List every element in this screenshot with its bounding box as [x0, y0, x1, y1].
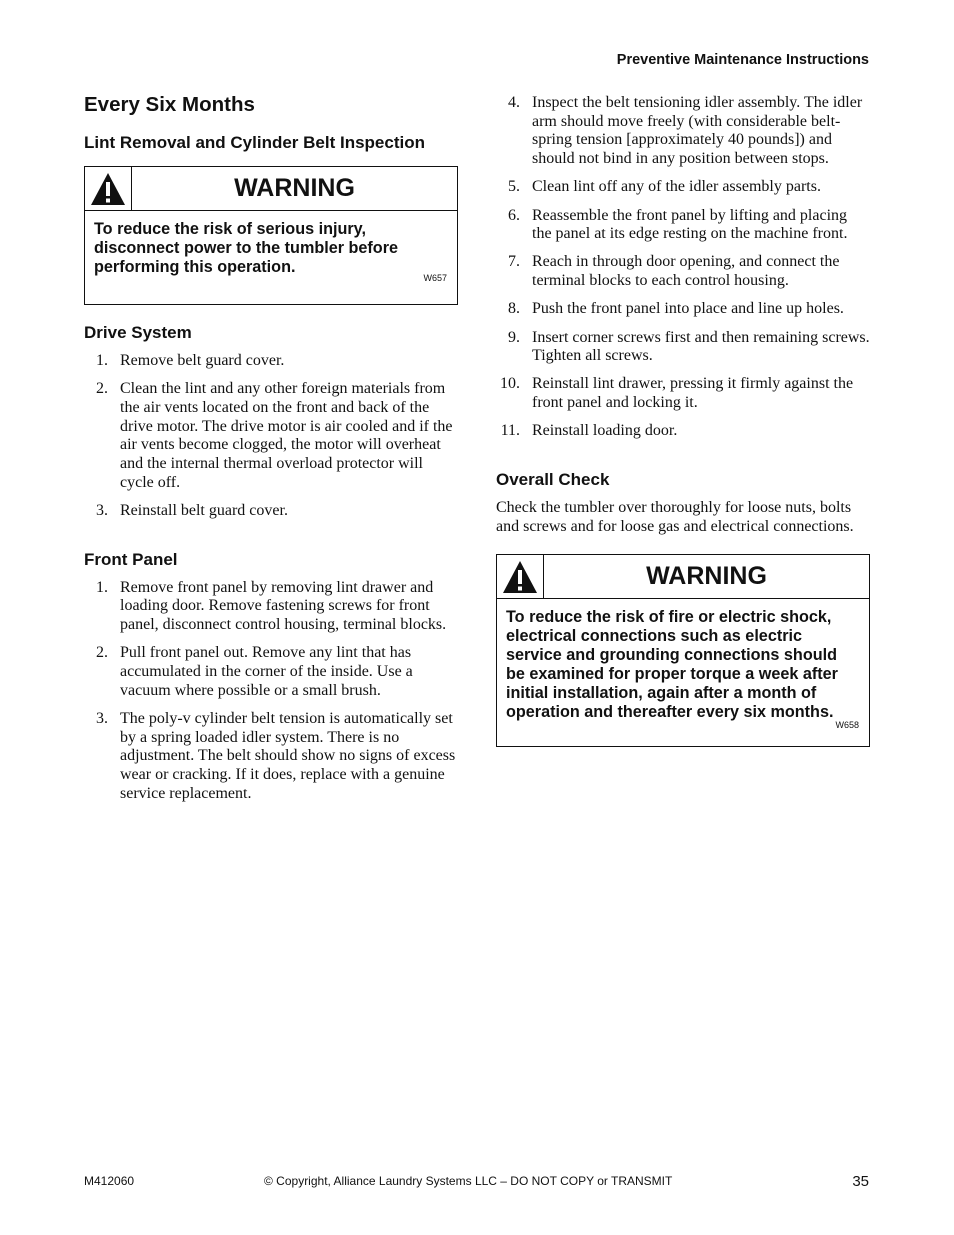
- list-item: 4. Inspect the belt tensioning idler assembly. The idler arm should move freely (with considerable belt-spring tension [approximately 40 pounds]) and should not bind in any position between stops.: [508, 94, 863, 168]
- page-number: 35: [852, 1173, 869, 1190]
- list-item: 6. Reassemble the front panel by lifting and placing the panel at its edge resting on the machine front.: [508, 206, 848, 243]
- list-item: 2. Pull front panel out. Remove any lint that has accumulated in the corner of the inside. Use a vacuum where possible or a small brush.: [96, 644, 413, 699]
- left-column: [84, 92, 458, 813]
- front-panel-list: [84, 579, 458, 804]
- overall-check-text: Check the tumbler over thoroughly for loose nuts, bolts and screws and for loose gas and electrical connections.: [496, 499, 854, 535]
- warning-header: [497, 555, 869, 599]
- warning-triangle-icon: [89, 171, 127, 207]
- warning-code: W657: [423, 273, 447, 283]
- warning-code: W658: [835, 720, 859, 731]
- warning-title: WARNING: [646, 562, 767, 591]
- warning-triangle-icon: [501, 559, 539, 595]
- list-item: 5. Clean lint off any of the idler assembly parts.: [508, 178, 821, 196]
- warning-text: To reduce the risk of fire or electric shock, electrical connections such as electric service and grounding connections should be examined for proper torque a week after initial installation, again after a month of operation and thereafter every six months.: [506, 608, 838, 722]
- drive-system-list: [84, 352, 458, 521]
- warning-header: [85, 167, 457, 211]
- list-item: 8. Push the front panel into place and line up holes.: [508, 300, 844, 318]
- warning-text: To reduce the risk of serious injury, disconnect power to the tumbler before performing this operation.: [94, 220, 398, 276]
- drive-system-heading: Drive System: [84, 323, 192, 342]
- front-panel-heading: Front Panel: [84, 549, 178, 569]
- footer-copyright: © Copyright, Alliance Laundry Systems LLC – DO NOT COPY or TRANSMIT: [264, 1174, 673, 1188]
- list-item: 11. Reinstall loading door.: [500, 422, 678, 440]
- warning-box-injury: [84, 166, 458, 305]
- warning-title: WARNING: [234, 174, 355, 202]
- list-item: 1. Remove belt guard cover.: [96, 352, 285, 369]
- overall-check-heading: Overall Check: [496, 470, 610, 490]
- list-item: 3. Reinstall belt guard cover.: [96, 501, 288, 519]
- footer-doc-number: M412060: [84, 1174, 135, 1188]
- list-item: 2. Clean the lint and any other foreign materials from the air vents located on the front and back of the drive motor. The drive motor is air cooled and if the air vents become clogged, the motor will overheat and the internal thermal overload protector will cycle off.: [96, 380, 453, 491]
- right-column: [496, 94, 870, 747]
- warning-icon-cell: [497, 555, 544, 598]
- list-item: 1. Remove front panel by removing lint drawer and loading door. Remove fastening screws for front panel, disconnect control housing, terminal blocks.: [96, 578, 447, 634]
- list-item: 9. Insert corner screws first and then remaining screws. Tighten all screws.: [508, 328, 870, 365]
- section-subtitle: Lint Removal and Cylinder Belt Inspection: [84, 133, 425, 152]
- running-header: Preventive Maintenance Instructions: [616, 52, 869, 68]
- list-item: 7. Reach in through door opening, and connect the terminal blocks to each control housing.: [508, 253, 840, 290]
- list-item: 10. Reinstall lint drawer, pressing it firmly against the front panel and locking it.: [500, 375, 854, 412]
- front-panel-list-continued: [496, 94, 870, 441]
- section-title: Every Six Months: [84, 93, 255, 116]
- list-item: 3. The poly-v cylinder belt tension is automatically set by a spring loaded idler system. There is no adjustment. The belt should show no signs of excess wear or cracking. If it does, replace with a genuine service replacement.: [96, 709, 456, 802]
- warning-box-electrical: [496, 554, 870, 747]
- warning-icon-cell: [85, 167, 132, 210]
